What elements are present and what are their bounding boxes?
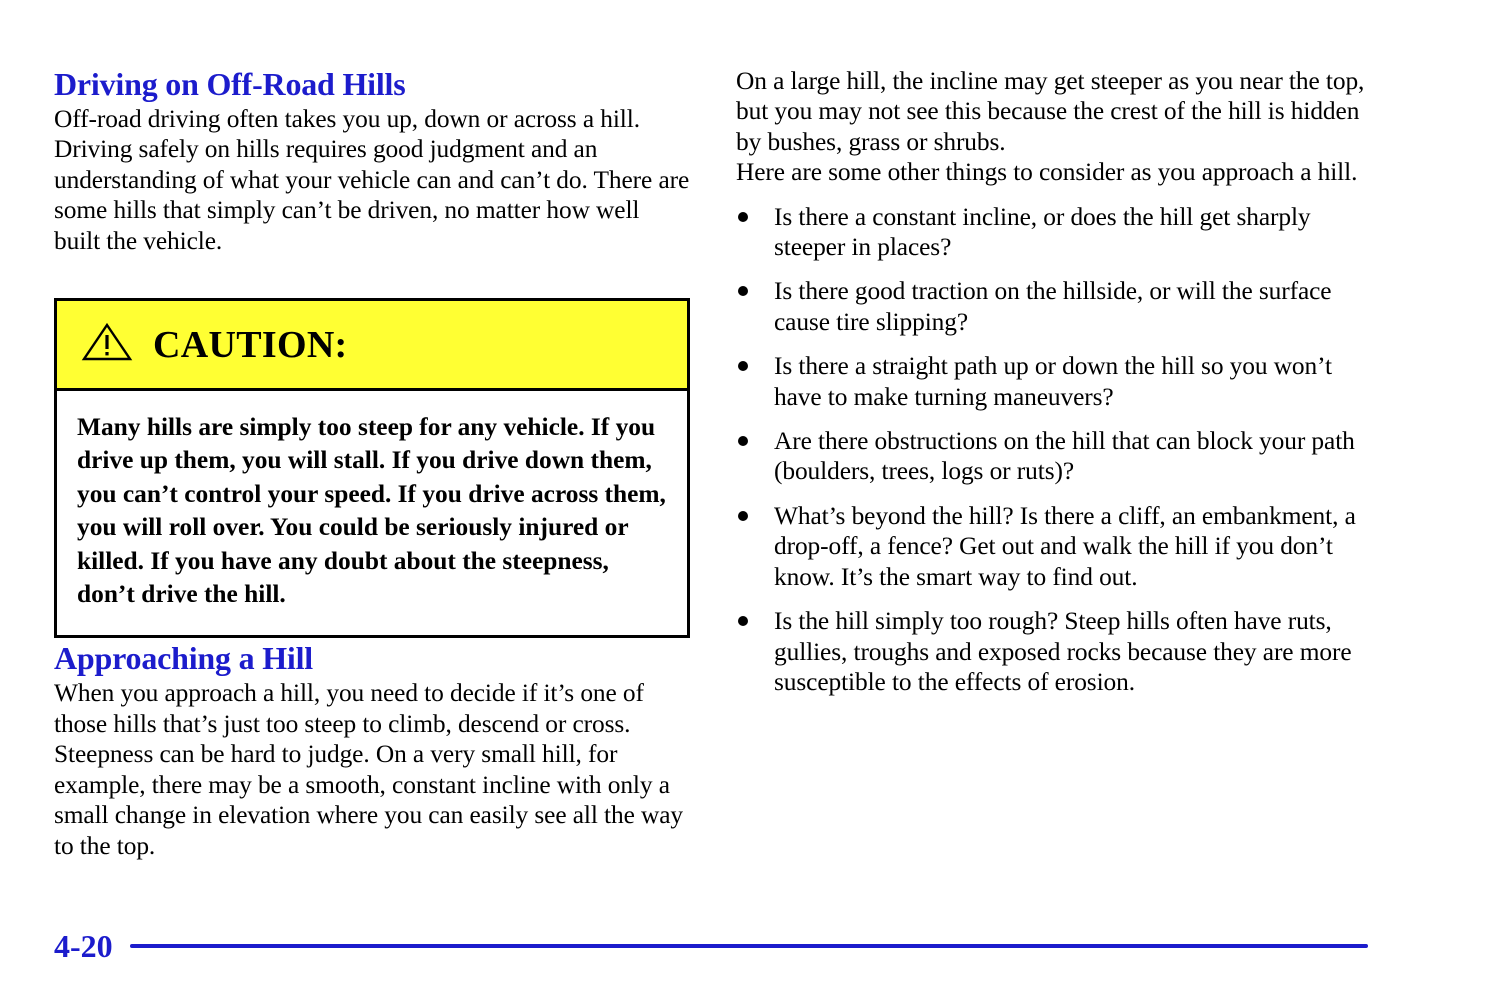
caution-title: CAUTION: [153,323,348,366]
list-item-text: Is the hill simply too rough? Steep hills often have ruts, gullies, troughs and exposed rocks because they are more susceptible to the effects of erosion. [774,607,1352,696]
bullet-icon [738,286,748,296]
warning-triangle-icon [81,322,133,362]
list-item [736,501,1376,592]
approach-paragraph: When you approach a hill, you need to decide if it’s one of those hills that’s just too steep to climb, descend or cross. Steepness can be hard to judge. On a very small hill, for example, there may be a smooth, constant incline with only a small change in elevation where you can easily see all the way to the top. [54,679,684,860]
bullet-icon [738,616,748,626]
bullet-icon [738,436,748,446]
list-item-text: Is there a straight path up or down the hill so you won’t have to make turning maneuvers? [774,352,1332,411]
bullet-icon [738,361,748,371]
page-number: 4-20 [54,928,113,964]
right-column [736,66,1376,711]
left-column [54,64,690,861]
page-footer [54,926,1368,966]
list-item-text: Are there obstructions on the hill that can block your path (boulders, trees, logs or ruts)? [774,427,1355,486]
list-item [736,606,1376,697]
list-item [736,276,1376,337]
caution-text: Many hills are simply too steep for any vehicle. If you drive up them, you will stall. If you drive down them, you can’t control your speed. If you drive across them, you will roll over. You could be seriously injured or killed. If you have any doubt about the steepness, don’t drive the hill. [77,413,666,609]
caution-header [57,301,687,391]
section-title-approaching-hill: Approaching a Hill [54,640,313,677]
section-title-off-road-hills: Driving on Off-Road Hills [54,66,406,102]
list-item [736,351,1376,412]
large-hill-paragraph: On a large hill, the incline may get steeper as you near the top, but you may not see this because the crest of the hill is hidden by bushes, grass or shrubs. [736,67,1365,156]
consider-paragraph: Here are some other things to consider as you approach a hill. [736,158,1358,187]
list-item-text: Is there a constant incline, or does the hill get sharply steeper in places? [774,202,1311,262]
list-item-text: Is there good traction on the hillside, or will the surface cause tire slipping? [774,277,1332,336]
intro-paragraph: Off-road driving often takes you up, down or across a hill. Driving safely on hills requires good judgment and an understanding of what your vehicle can and can’t do. There are some hills that simply can’t be driven, no matter how well built the vehicle. [54,105,690,255]
caution-box [54,298,690,638]
list-item-text: What’s beyond the hill? Is there a cliff, an embankment, a drop-off, a fence? Get out and walk the hill if you don’t know. It’s the smart way to find out. [774,501,1356,591]
footer-rule [130,944,1368,948]
bullet-icon [738,212,748,222]
hill-checklist [736,202,1376,698]
list-item [736,202,1376,263]
list-item [736,426,1376,487]
bullet-icon [738,511,748,521]
